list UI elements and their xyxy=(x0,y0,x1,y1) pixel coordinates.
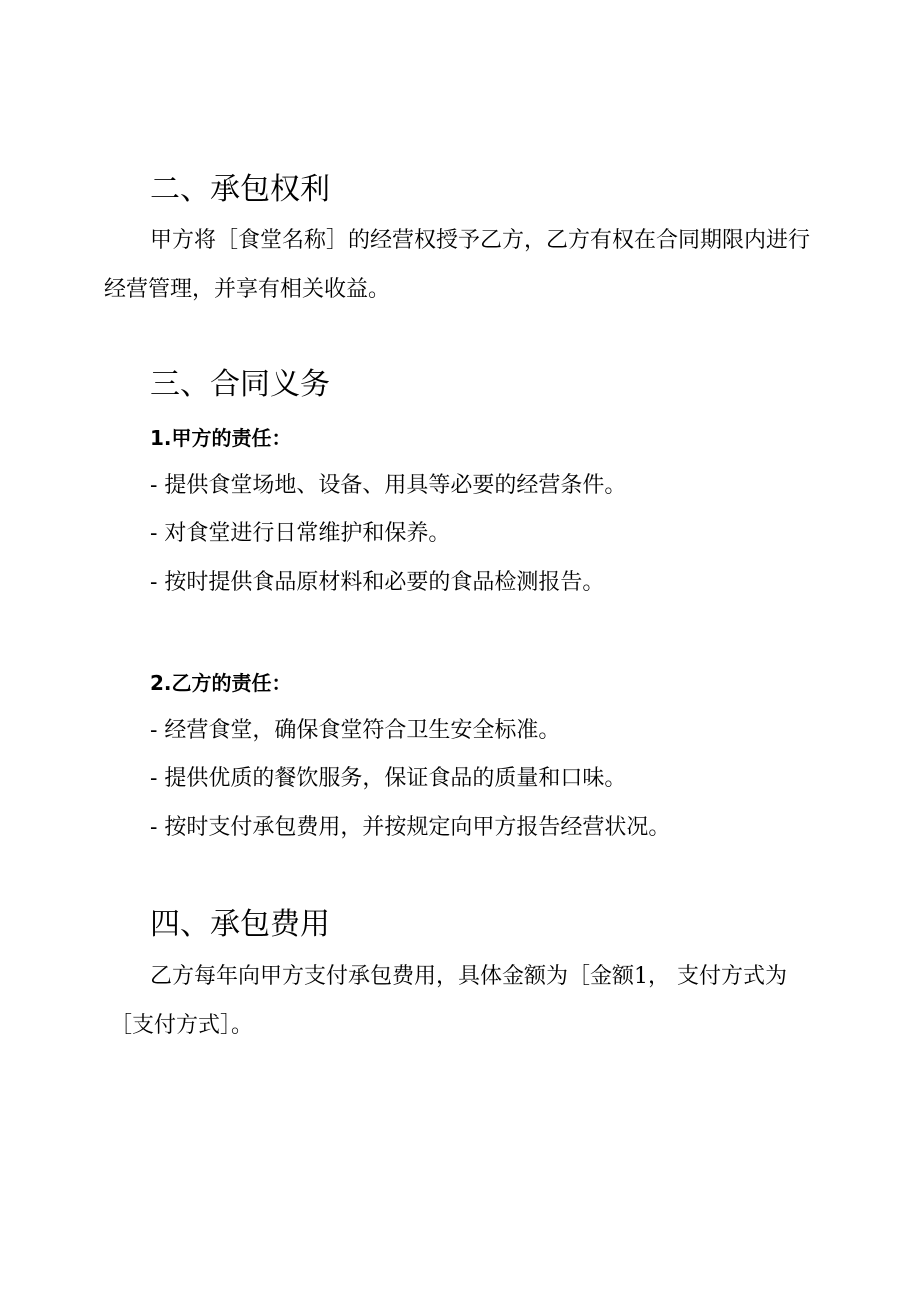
party-a-item: - 按时提供食品原材料和必要的食品检测报告。 xyxy=(150,570,605,595)
party-b-item: - 按时支付承包费用，并按规定向甲方报告经营状况。 xyxy=(150,815,671,840)
party-a-title: 1.甲方的责任： xyxy=(150,426,292,450)
section-heading-rights: 二、承包权利 xyxy=(150,172,330,207)
fees-paragraph-line-1: 乙方每年向甲方支付承包费用，具体金额为［金额1， 支付方式为 xyxy=(150,964,787,989)
party-a-item: - 对食堂进行日常维护和保养。 xyxy=(150,521,451,546)
section-heading-fees: 四、承包费用 xyxy=(150,907,330,942)
fees-paragraph-line-2: ［支付方式］。 xyxy=(110,1013,254,1038)
party-b-item: - 经营食堂，确保食堂符合卫生安全标准。 xyxy=(150,718,561,743)
party-a-item: - 提供食堂场地、设备、用具等必要的经营条件。 xyxy=(150,473,627,498)
section-heading-obligations: 三、合同义务 xyxy=(150,367,330,402)
rights-paragraph-line-1: 甲方将［食堂名称］的经营权授予乙方，乙方有权在合同期限内进行 xyxy=(150,228,811,253)
rights-paragraph-line-2: 经营管理，并享有相关收益。 xyxy=(104,277,391,302)
party-b-item: - 提供优质的餐饮服务，保证食品的质量和口味。 xyxy=(150,766,627,791)
party-b-title: 2.乙方的责任： xyxy=(150,671,292,695)
